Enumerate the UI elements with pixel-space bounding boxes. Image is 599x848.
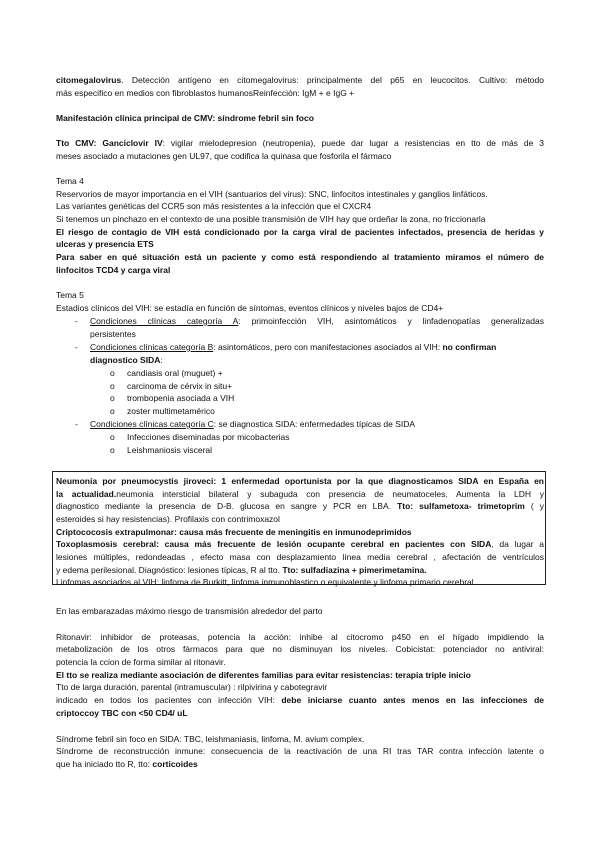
paragraph-line: Si tenemos un pinchazo en el contexto de una posible transmisión de VIH hay que ordeñar la zona, no friccionarla [56, 214, 486, 224]
bold-term: citomegalovirus [56, 75, 122, 85]
paragraph-line: potencia la ccion de forma similar al ritonavir. [56, 657, 226, 667]
bold-term: corticoides [152, 759, 198, 769]
circle-bullet: o [110, 393, 115, 403]
paragraph-line: Tto de larga duración, parental (intramuscular) : rilpivirina y cabotegravir [56, 682, 328, 692]
box-line [56, 564, 544, 576]
paragraph-line: ulceras y presencia ETS [56, 239, 154, 249]
circle-bullet: o [110, 445, 115, 455]
paragraph-line [56, 758, 544, 770]
box-line: Criptococosis extrapulmonar: causa más frecuente de meningitis en inmunodeprimidos [56, 527, 412, 537]
paragraph-line: Las variantes genéticas del CCR5 son más resistentes a la infección que el CXCR4 [56, 201, 372, 211]
bold-term: la actualidad. [56, 489, 117, 499]
box-line [56, 500, 544, 512]
paragraph-line: criptoccoy TBC con <50 CD4/ uL [56, 708, 188, 718]
dash-bullet: - [75, 419, 78, 429]
bold-term: Toxoplasmosis cerebral: causa más frecuente de lesión ocupante cerebral en pacientes con SIDA [56, 539, 492, 549]
bold-term: no confirman [442, 342, 497, 352]
list-item [90, 315, 544, 327]
paragraph-line: metabolización de los otros fármacos para que no disminuyan los niveles. Cobicistat: potenciador no antiviral: [56, 644, 544, 654]
list-item [90, 418, 544, 430]
text-run: ( y [524, 501, 544, 511]
list-subitem: zoster multimetamérico [127, 406, 215, 416]
text-run: : asintomáticos, pero con manifestaciones asociados al VIH: [213, 342, 443, 352]
text-run: diagnostico mediante la presencia de D-B. glucosa en sangre y PCR en LBA. [56, 501, 398, 511]
box-line: lesiones múltiples, redondeadas , efecto masa con desplazamiento línea media cerebral , afectación de ventrículos [56, 552, 544, 562]
paragraph-line: El riesgo de contagio de VIH está condicionado por la carga viral de pacientes infectados, presencia de heridas y [56, 227, 544, 237]
list-item-cont [90, 354, 544, 366]
cmv-manifestation: Manifestación clínica principal de CMV: síndrome febril sin foco [56, 113, 314, 123]
paragraph-line: Síndrome de reconstrucción inmune: consecuencia de la reactivación de una RI tras TAR contra infección latente o [56, 746, 544, 756]
paragraph-line: Ritonavir: inhibidor de proteasas, potencia la acción: inhibe al citocromo p450 en el hígado impidiendo la [56, 632, 544, 642]
paragraph-line: Para saber en qué situación está un paciente y como está respondiendo al tratamiento miramos el número de [56, 252, 544, 262]
category-label: Condiciones clínicas categoría A [90, 316, 239, 326]
paragraph-line: Estadios clínicos del VIH: se estadía en función de síntomas, eventos clínicos y niveles bajos de CD4+ [56, 303, 444, 313]
circle-bullet: o [110, 406, 115, 416]
paragraph-line [56, 137, 544, 149]
list-subitem: Leishmaniosis visceral [127, 445, 213, 455]
box-line: Linfomas asociados al VIH: linfoma de Burkitt, linfoma inmunoblastico o equivalente y linfoma primario cerebral [56, 577, 474, 587]
section-heading: Tema 4 [56, 176, 84, 186]
list-subitem: carcinoma de cérvix in situ+ [127, 381, 233, 391]
bold-term: Tto CMV: Ganciclovir IV [56, 138, 163, 148]
circle-bullet: o [110, 368, 115, 378]
paragraph-line: meses asociado a mutaciones gen UL97, que codifica la quinasa que fosforila el fármaco [56, 151, 392, 161]
bold-term: diagnostico SIDA [90, 355, 161, 365]
list-subitem: Infecciones diseminadas por micobacterias [127, 432, 290, 442]
text-run: : primoinfección VIH, asintomáticos y linfadenopatías generalizadas [238, 316, 544, 326]
bold-term: Tto: sulfametoxa- trimetoprim [397, 501, 525, 511]
text-run: . Detección antígeno en citomegalovirus: principalmente del p65 en leucocitos. Cultivo: método [121, 75, 544, 85]
paragraph-line: El tto se realiza mediante asociación de diferentes familias para evitar resistencias: terapia triple inicio [56, 670, 471, 680]
text-run: indicado en todos los pacientes con infección VIH: [56, 695, 282, 705]
bold-term: debe iniciarse cuanto antes menos en las infecciones de [281, 695, 544, 705]
text-run: : vigilar mielodepresion (neutropenia), puede dar lugar a resistencias en tto de más de 3 [162, 138, 544, 148]
text-run: neumonia intersticial bilateral y subaguda con presencia de neumatoceles. Aumenta la LDH y [116, 489, 544, 499]
list-subitem: candiasis oral (muguet) + [127, 368, 223, 378]
paragraph-line: En las embarazadas máximo riesgo de transmisión alrededor del parto [56, 606, 323, 616]
box-line [56, 538, 544, 550]
paragraph-line: Síndrome febril sin foco en SIDA: TBC, leishmaniasis, linfoma, M. avium complex. [56, 734, 365, 744]
list-item-cont: persistentes [90, 329, 136, 339]
bold-term: Tto: sulfadiazina + pimerimetamina. [282, 565, 427, 575]
list-subitem: trombopenia asociada a VIH [127, 393, 235, 403]
paragraph-line: Reservorios de mayor importancia en el VIH (santuarios del virus): SNC, linfocitos intestinales y ganglios linfáticos. [56, 189, 488, 199]
category-label: Condiciones clínicas categoría C [90, 419, 214, 429]
box-line [56, 488, 544, 500]
section-heading: Tema 5 [56, 290, 84, 300]
text-run: : se diagnostica SIDA: enfermedades típicas de SIDA [213, 419, 416, 429]
text-run: que ha iniciado tto R, tto: [56, 759, 153, 769]
circle-bullet: o [110, 381, 115, 391]
list-item [90, 341, 544, 353]
paragraph-line [56, 694, 544, 706]
box-line: Neumonía por pneumocystis jiroveci: 1 enfermedad oportunista por la que diagnosticamos SIDA en España en [56, 476, 544, 486]
category-label: Condiciones clínicas categoría B [90, 342, 214, 352]
paragraph-line: linfocitos TCD4 y carga viral [56, 265, 171, 275]
dash-bullet: - [75, 316, 78, 326]
text-run: : [160, 355, 163, 365]
dash-bullet: - [75, 342, 78, 352]
text-run: y edema perilesional. Diagnóstico: lesiones típicas, R al tto. [56, 565, 283, 575]
paragraph-line [56, 74, 544, 86]
text-run: , da lugar a [491, 539, 544, 549]
paragraph-line: más especifico en medios con fibroblastos humanosReinfección: IgM + e IgG + [56, 88, 355, 98]
box-line: esteroides si hay resistencias). Profilaxis con contrimoxazol [56, 514, 280, 524]
circle-bullet: o [110, 432, 115, 442]
